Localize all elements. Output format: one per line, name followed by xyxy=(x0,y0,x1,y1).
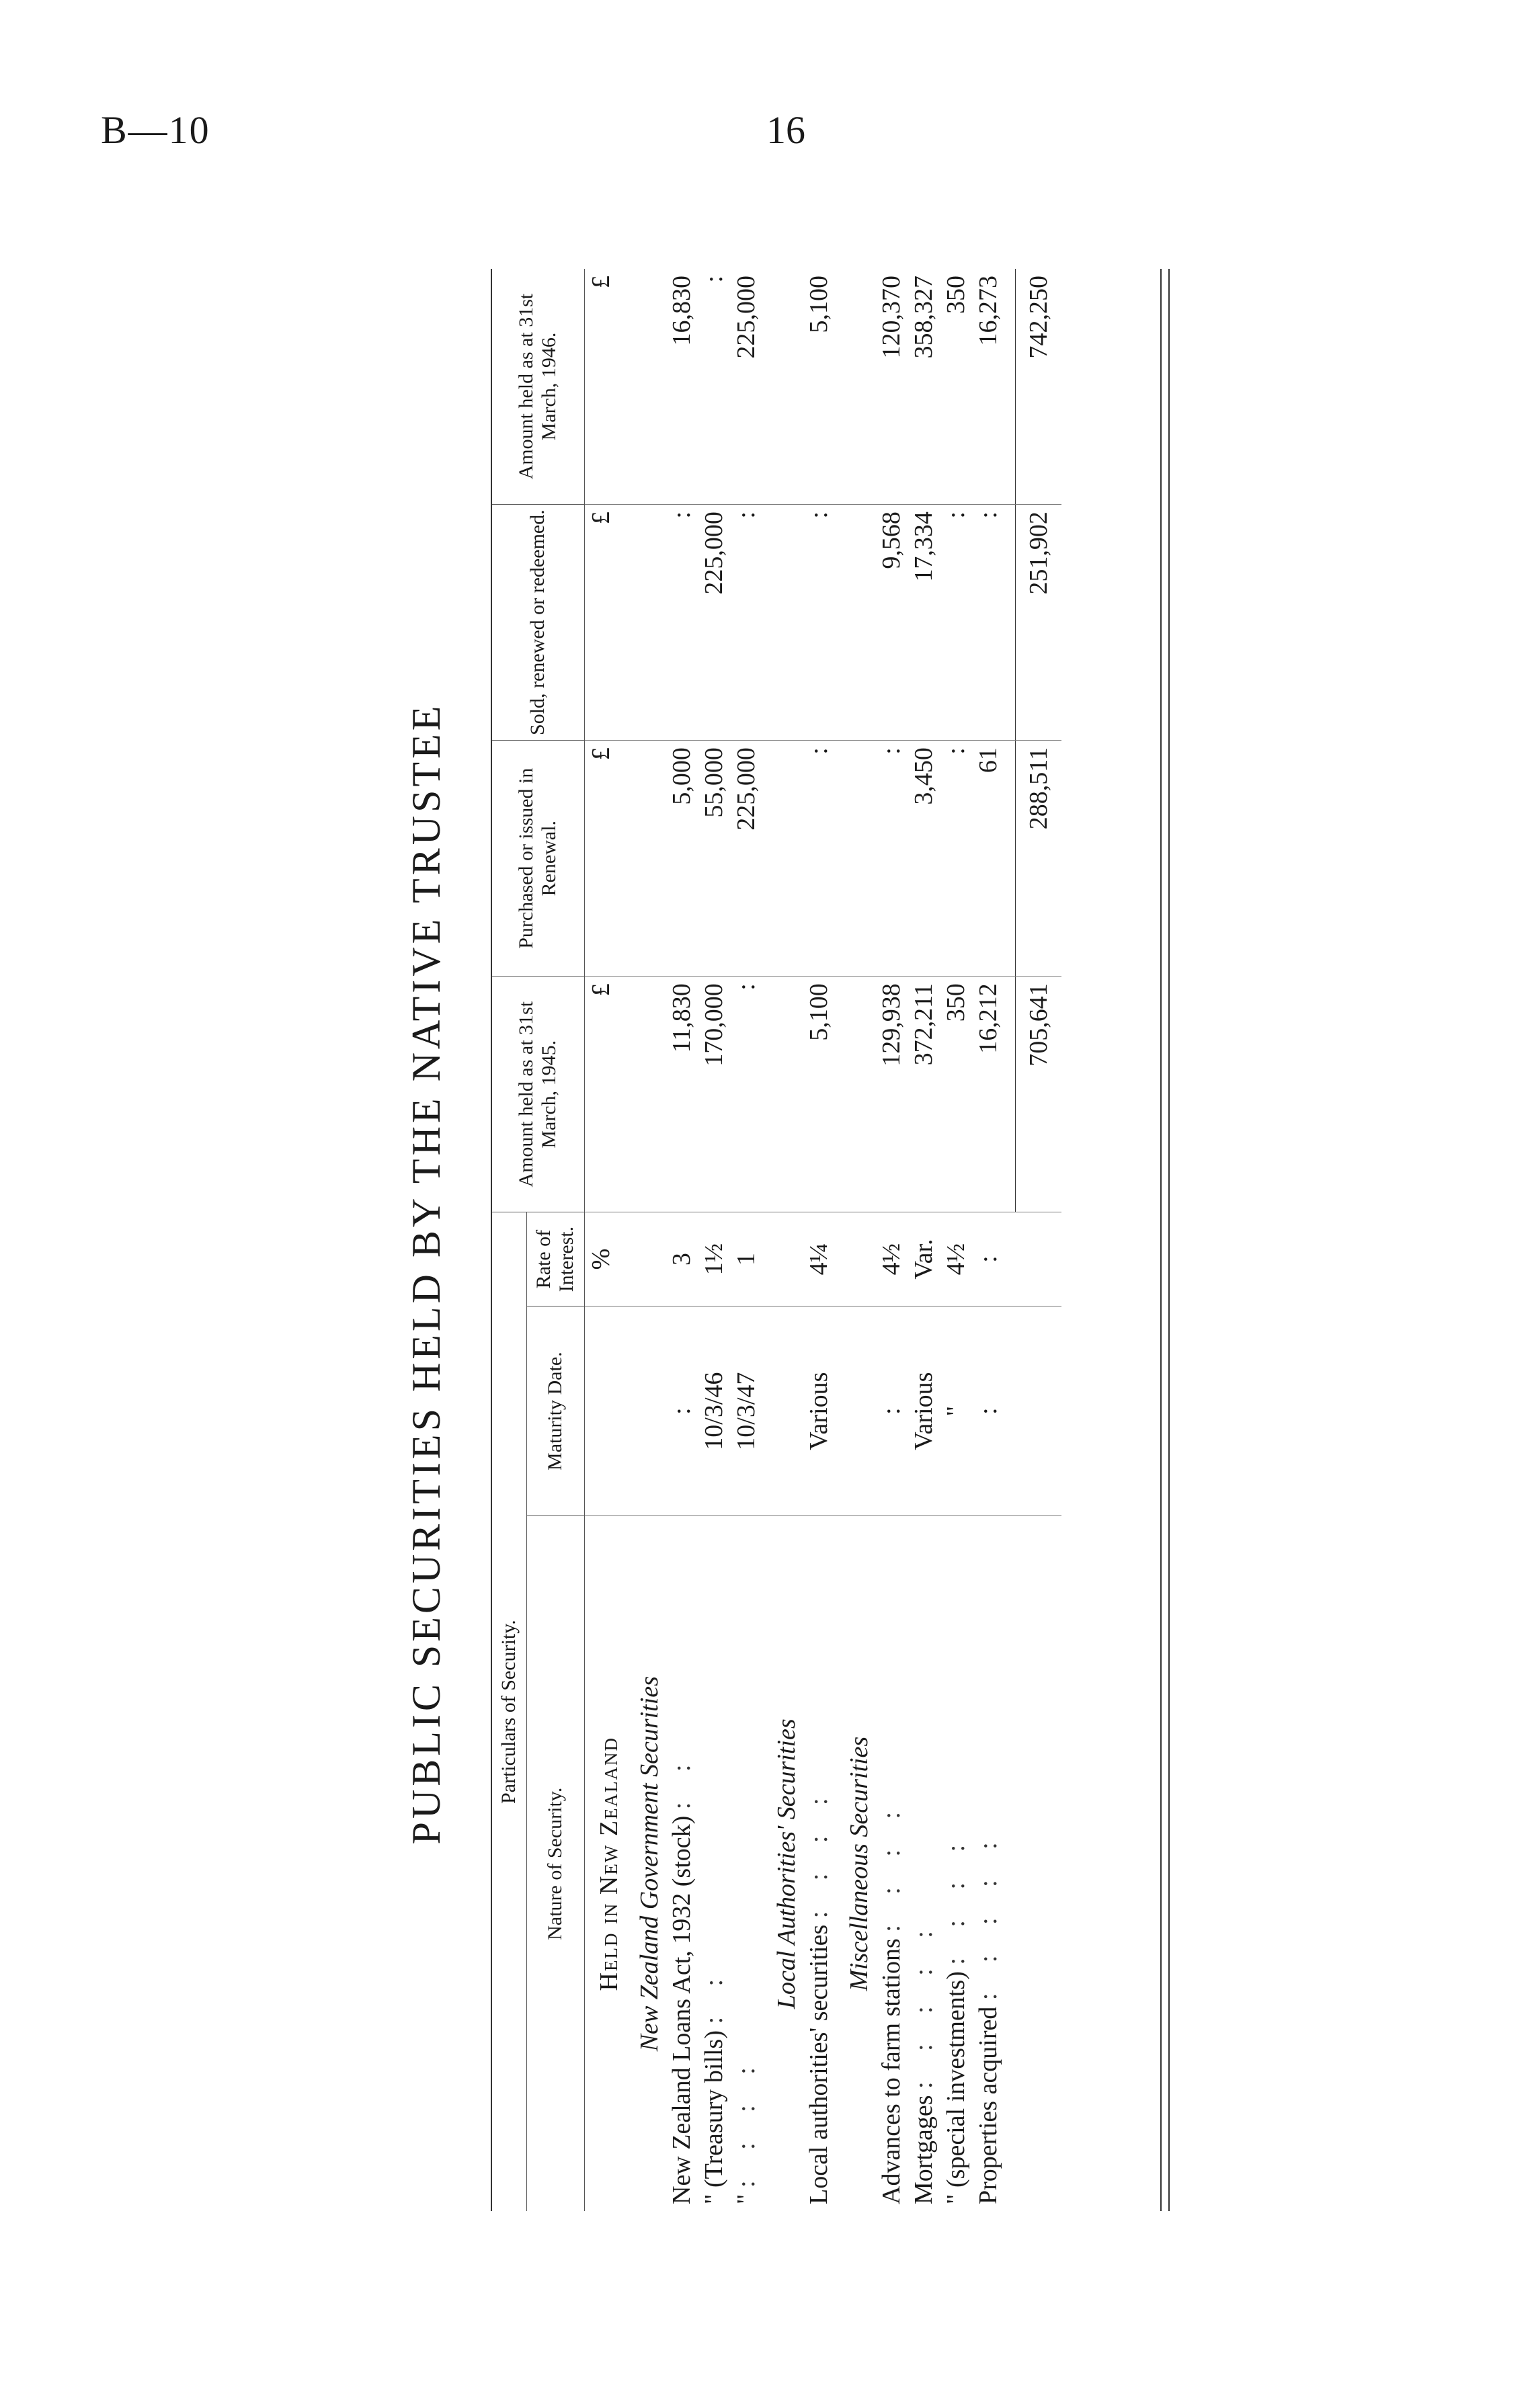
row-rate: 4¼ xyxy=(803,1212,835,1306)
row-held-1945: 372,211 xyxy=(908,977,940,1212)
row-held-1946: 350 xyxy=(940,269,972,505)
totals-row xyxy=(1015,269,1061,2211)
row-sold: 9,568 xyxy=(875,505,908,741)
row-held-1946: 16,273 xyxy=(972,269,1016,505)
row-rate: Var. xyxy=(908,1212,940,1306)
row-held-1945: : xyxy=(730,977,762,1212)
row-held-1946: 358,327 xyxy=(908,269,940,505)
row-nature: " (special investments) xyxy=(941,1971,970,2204)
header-purchased: Purchased or issued in Renewal. xyxy=(491,741,584,977)
total-held-1946: 742,250 xyxy=(1015,269,1061,505)
row-maturity: Various xyxy=(908,1306,940,1516)
page-title: PUBLIC SECURITIES HELD BY THE NATIVE TRUSTEE xyxy=(404,702,448,1845)
row-purchased: : xyxy=(875,741,908,977)
row-held-1946: 120,370 xyxy=(875,269,908,505)
row-rate: : xyxy=(972,1212,1016,1306)
unit-percent: % xyxy=(584,1212,625,1306)
row-rate: 1 xyxy=(730,1212,762,1306)
table-row: Advances to farm stations : : : : : 4½ 129,938 : 9,568 120,370 xyxy=(875,269,908,2211)
row-sold: 17,334 xyxy=(908,505,940,741)
unit-pound: £ xyxy=(584,269,625,505)
table-bottom-double-rule xyxy=(1160,269,1170,2211)
row-purchased: 55,000 xyxy=(698,741,730,977)
row-rate: 3 xyxy=(666,1212,698,1306)
unit-pound: £ xyxy=(584,977,625,1212)
row-purchased: 3,450 xyxy=(908,741,940,977)
rotated-table-page xyxy=(376,262,1176,2285)
table-row: Properties acquired : : : : : : : 16,212 61 : 16,273 xyxy=(972,269,1016,2211)
header-nature: Nature of Security. xyxy=(526,1516,584,2211)
row-rate: 4½ xyxy=(940,1212,972,1306)
row-held-1945: 16,212 xyxy=(972,977,1016,1212)
row-purchased: 5,000 xyxy=(666,741,698,977)
header-particulars: Particulars of Security. xyxy=(491,1212,526,2211)
row-held-1945: 5,100 xyxy=(803,977,835,1212)
row-sold: 225,000 xyxy=(698,505,730,741)
page-reference: B—10 xyxy=(101,108,210,152)
row-maturity: 10/3/46 xyxy=(698,1306,730,1516)
row-sold: : xyxy=(730,505,762,741)
row-sold: : xyxy=(803,505,835,741)
row-maturity: : xyxy=(875,1306,908,1516)
page-number: 16 xyxy=(766,108,805,152)
row-rate: 1½ xyxy=(698,1212,730,1306)
total-sold: 251,902 xyxy=(1015,505,1061,741)
section-miscellaneous: Miscellaneous Securities xyxy=(844,1736,873,1991)
row-maturity: 10/3/47 xyxy=(730,1306,762,1516)
row-held-1946: 225,000 xyxy=(730,269,762,505)
row-nature: Local authorities' securities xyxy=(804,1924,833,2204)
row-sold: : xyxy=(972,505,1016,741)
row-held-1945: 129,938 xyxy=(875,977,908,1212)
header-held-1945: Amount held as at 31st March, 1945. xyxy=(491,977,584,1212)
row-maturity: Various xyxy=(803,1306,835,1516)
row-purchased: 225,000 xyxy=(730,741,762,977)
row-nature: Mortgages xyxy=(909,2095,938,2204)
row-purchased: : xyxy=(940,741,972,977)
table-row: Mortgages : : : : : Various Var. 372,211 3,450 17,334 358,327 xyxy=(908,269,940,2211)
total-held-1945: 705,641 xyxy=(1015,977,1061,1212)
securities-table xyxy=(491,269,1061,2211)
table-row: Local authorities' securities : : : : Various 4¼ 5,100 : : 5,100 xyxy=(803,269,835,2211)
row-purchased: 61 xyxy=(972,741,1016,977)
row-held-1945: 170,000 xyxy=(698,977,730,1212)
row-held-1945: 350 xyxy=(940,977,972,1212)
table-row: " : : : : 10/3/47 1 : 225,000 : 225,000 xyxy=(730,269,762,2211)
total-purchased: 288,511 xyxy=(1015,741,1061,977)
row-nature: " (Treasury bills) xyxy=(699,2030,728,2204)
row-nature: Advances to farm stations xyxy=(877,1938,905,2204)
row-held-1945: 11,830 xyxy=(666,977,698,1212)
section-local-authorities: Local Authorities' Securities xyxy=(772,1718,801,2009)
row-held-1946: : xyxy=(698,269,730,505)
row-held-1946: 16,830 xyxy=(666,269,698,505)
units-row xyxy=(584,269,625,2211)
header-held-1946: Amount held as at 31st March, 1946. xyxy=(491,269,584,505)
row-maturity: : xyxy=(666,1306,698,1516)
row-sold: : xyxy=(666,505,698,741)
table-row: New Zealand Loans Act, 1932 (stock) : : : 3 11,830 5,000 : 16,830 xyxy=(666,269,698,2211)
row-nature: New Zealand Loans Act, 1932 (stock) xyxy=(667,1815,696,2204)
header-rate: Rate of Interest. xyxy=(526,1212,584,1306)
row-maturity: : xyxy=(972,1306,1016,1516)
row-purchased: : xyxy=(803,741,835,977)
header-sold: Sold, renewed or redeemed. xyxy=(491,505,584,741)
header-maturity: Maturity Date. xyxy=(526,1306,584,1516)
unit-pound: £ xyxy=(584,505,625,741)
unit-pound: £ xyxy=(584,741,625,977)
row-maturity: " xyxy=(940,1306,972,1516)
section-held-in-nz: Held in New Zealand xyxy=(594,1736,623,1991)
table-row: " (special investments) : : : : " 4½ 350 : : 350 xyxy=(940,269,972,2211)
row-held-1946: 5,100 xyxy=(803,269,835,505)
table-row: " (Treasury bills) : : 10/3/46 1½ 170,000 55,000 225,000 : xyxy=(698,269,730,2211)
row-nature: Properties acquired xyxy=(973,2006,1002,2204)
row-rate: 4½ xyxy=(875,1212,908,1306)
row-sold: : xyxy=(940,505,972,741)
section-nz-government: New Zealand Government Securities xyxy=(635,1676,663,2052)
row-nature: " xyxy=(731,2194,760,2204)
